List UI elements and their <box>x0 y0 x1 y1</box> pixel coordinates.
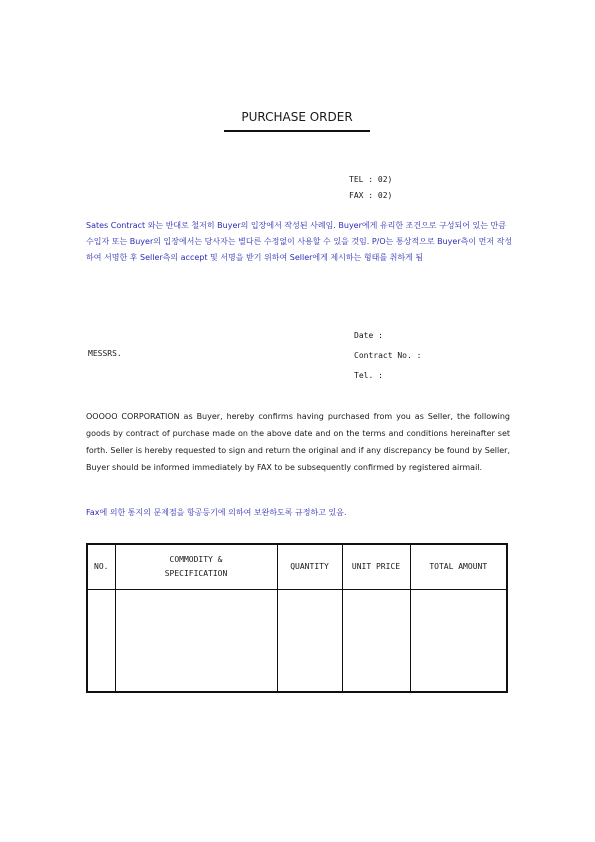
date-field: Date : <box>354 331 383 340</box>
body-paragraph: OOOOO CORPORATION as Buyer, hereby confirms having purchased from you as Seller, the following goods by contract of purchase made on the above date and on the terms and conditions hereinafter set forth. Seller is hereby requested to sign and return the original and if any discrepancy be found by Seller, Buyer should be informed immediately by FAX to be subsequently confirmed by registered airmail. <box>86 412 510 472</box>
cell-quantity <box>277 590 342 693</box>
cell-commodity <box>115 590 277 693</box>
contact-block <box>349 172 392 204</box>
cell-unit-price <box>342 590 410 693</box>
tel-line: TEL : 02) <box>349 175 393 184</box>
contract-no-field: Contract No. : <box>354 351 422 360</box>
info-block <box>354 326 421 386</box>
tel-field: Tel. : <box>354 371 383 380</box>
cell-total-amount <box>410 590 507 693</box>
col-quantity: QUANTITY <box>277 544 342 590</box>
col-commodity-line2: SPECIFICATION <box>164 569 228 578</box>
table-header-row <box>87 544 507 590</box>
page-title: PURCHASE ORDER <box>241 110 353 124</box>
col-total-amount: TOTAL AMOUNT <box>410 544 507 590</box>
col-unit-price: UNIT PRICE <box>342 544 410 590</box>
table-row <box>87 590 507 693</box>
fax-line: FAX : 02) <box>349 191 393 200</box>
cell-no <box>87 590 115 693</box>
col-no: NO. <box>87 544 115 590</box>
messrs-label: MESSRS. <box>88 349 122 358</box>
order-table <box>86 543 508 693</box>
editor-note-top: Sates Contract 와는 반대로 철저히 Buyer의 입장에서 작성된 사례임. Buyer에게 유리한 조건으로 구성되어 있는 만큼 수입자 또는 Buyer의 입장에서는 당사자는 별다른 수정없이 사용할 수 있을 것임. P/O는 통상적으로 Buyer측이 먼저 작성하여 서명한 후 Seller측의 accept 및 서명을 받기 위하여 Seller에게 제시하는 형태를 취하게 됨 <box>86 221 513 262</box>
editor-note-bottom: Fax에 의한 통지의 문제점을 항공등기에 의하여 보완하도록 규정하고 있음. <box>86 508 347 517</box>
title-underline <box>224 130 370 132</box>
col-commodity <box>115 544 277 590</box>
col-commodity-line1: COMMODITY & <box>169 555 223 564</box>
